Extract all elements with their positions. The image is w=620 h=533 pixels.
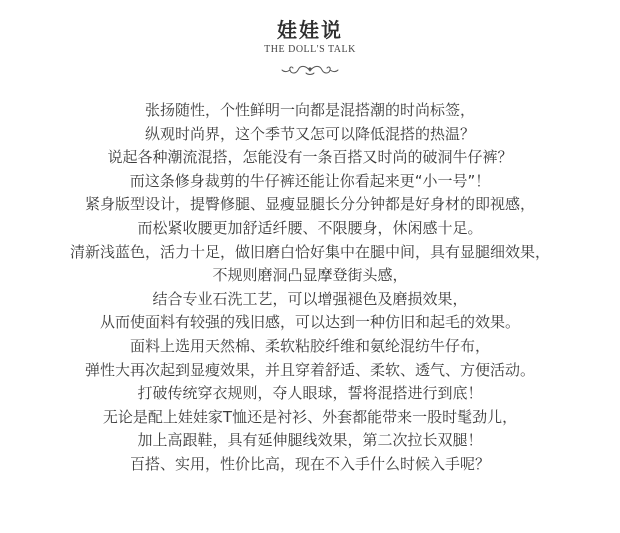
- text-line: 而松紧收腰更加舒适纤腰、不限腰身，休闲感十足。: [137, 218, 483, 237]
- text-line: 张扬随性，个性鲜明一向都是混搭潮的时尚标签，: [144, 101, 475, 119]
- text-line: 从而使面料有较强的残旧感，可以达到一种仿旧和起毛的效果。: [99, 313, 520, 332]
- text-line: 纵观时尚界，这个季节又怎可以降低混搭的热温？: [144, 124, 475, 143]
- text-line: 百搭、实用，性价比高，现在不入手什么时候入手呢？: [129, 454, 490, 473]
- text-line: 弹性大再次起到显瘦效果，并且穿着舒适、柔软、透气、方便活动。: [84, 360, 535, 379]
- text-line: 清新浅蓝色，活力十足，做旧磨白恰好集中在腿中间，具有显腿细效果，: [69, 242, 550, 261]
- text-line: 面料上选用天然棉、柔软粘胶纤维和氨纶混纺牛仔布，: [129, 336, 490, 355]
- text-line: 说起各种潮流混搭，怎能没有一条百搭又时尚的破洞牛仔裤？: [107, 148, 513, 167]
- scroll-flourish-icon: [280, 62, 340, 78]
- text-line: 结合专业石洗工艺，可以增强褪色及磨损效果，: [152, 289, 468, 308]
- text-line: 无论是配上娃娃家T恤还是衬衫、外套都能带来一股时髦劲儿，: [102, 407, 518, 426]
- page-subtitle: THE DOLL'S TALK: [264, 44, 356, 55]
- text-line: 不规则磨洞凸显摩登街头感，: [212, 266, 408, 285]
- text-line: 紧身版型设计，提臀修腿、显瘦显腿长分分钟都是好身材的即视感，: [84, 195, 535, 214]
- description-text: [0, 99, 620, 477]
- text-line: 而这条修身裁剪的牛仔裤还能让你看起来更“小一号”！: [129, 171, 491, 190]
- page-title: 娃娃说: [277, 18, 343, 42]
- text-line: 加上高跟鞋，具有延伸腿线效果，第二次拉长双腿！: [137, 431, 483, 450]
- text-line: 打破传统穿衣规则，夺人眼球，誓将混搭进行到底！: [137, 384, 483, 403]
